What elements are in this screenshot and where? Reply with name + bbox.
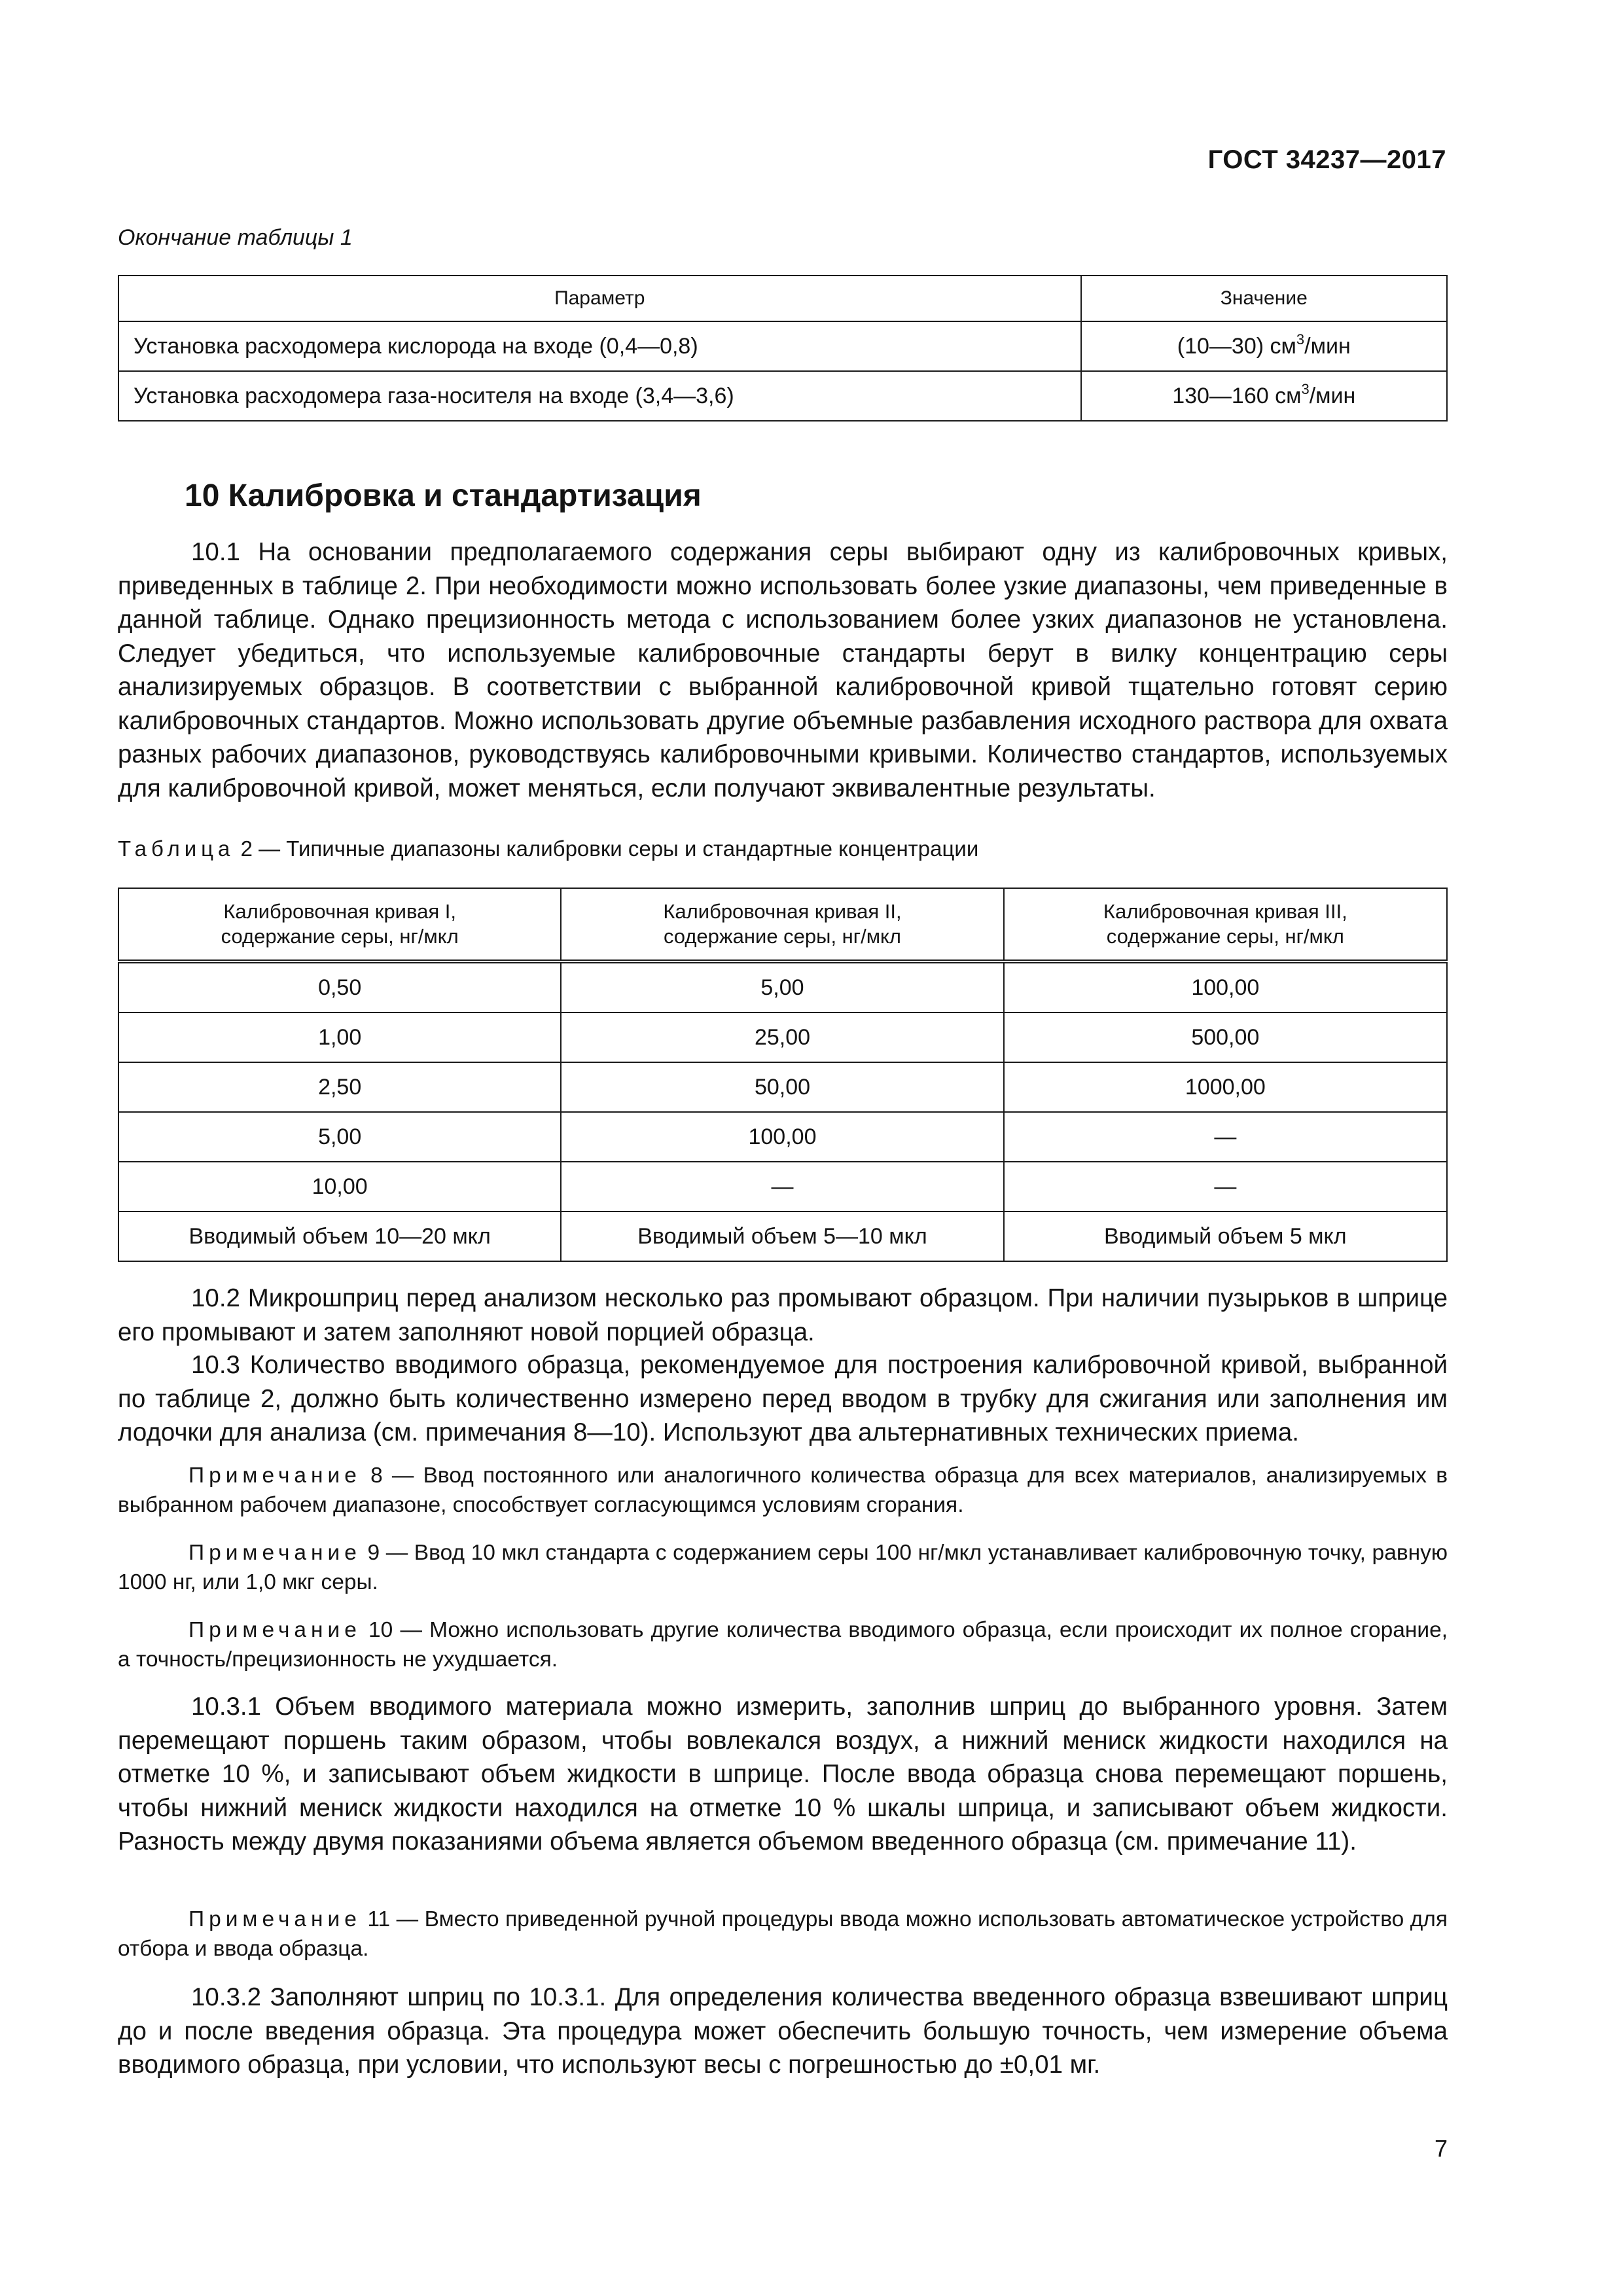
table-cell: Вводимый объем 10—20 мкл	[118, 1211, 561, 1261]
table-row	[118, 1211, 1447, 1261]
table-cell: 50,00	[561, 1062, 1003, 1112]
table-row	[118, 1013, 1447, 1062]
section-heading: 10 Калибровка и стандартизация	[185, 478, 702, 513]
table-1-header-cell: Значение	[1081, 276, 1448, 321]
note-11: Примечание 11 — Вместо приведенной ручной процедуры ввода можно использовать автоматическое устройство для отбора и ввода образца.	[118, 1907, 1448, 1961]
table-row	[118, 1112, 1447, 1162]
table-row	[118, 1162, 1447, 1211]
value-cell: (10—30) $см^3$/мин	[1081, 321, 1448, 371]
note-8: Примечание 8 — Ввод постоянного или аналогичного количества образца для всех материалов, анализируемых в выбранном рабочем диапазоне, способствует согласующимся условиям сгорания.	[118, 1463, 1448, 1517]
paragraph-10-1: 10.1 На основании предполагаемого содержания серы выбирают одну из калибровочных кривых, приведенных в таблице 2. При необходимости можно использовать более узкие диапазоны, чем приведенные в данной таблице. Однако прецизионность метода с использованием более узких диапазонов не установлена. Следует убедиться, что используемые калибровочные стандарты берут в вилку концентрацию серы анализируемых образцов. В соответствии с выбранной калибровочной кривой тщательно готовят серию калибровочных стандартов. Можно использовать другие объемные разбавления исходного раствора для охвата разных рабочих диапазонов, руководствуясь калибровочными кривыми. Количество стандартов, используемых для калибровочной кривой, может меняться, если получают эквивалентные результаты.	[118, 538, 1448, 802]
table-row	[118, 1062, 1447, 1112]
paragraph-10-2: 10.2 Микрошприц перед анализом несколько раз промывают образцом. При наличии пузырьков в шприце его промывают и затем заполняют новой порцией образца.	[118, 1284, 1448, 1346]
paragraph-10-3: 10.3 Количество вводимого образца, рекомендуемое для построения калибровочной кривой, выбранной по таблице 2, должно быть количественно измерено перед вводом в трубку для сжигания или заполнения им лодочки для анализа (см. примечания 8—10). Используют два альтернативных технических приема.	[118, 1351, 1448, 1446]
table-cell: 25,00	[561, 1013, 1003, 1062]
table-cell: 10,00	[118, 1162, 561, 1211]
table-2-header-row	[118, 888, 1447, 961]
table-cell: —	[1004, 1112, 1447, 1162]
table-cell: 100,00	[1004, 961, 1447, 1013]
table-cell: —	[561, 1162, 1003, 1211]
table-cell: Вводимый объем 5 мкл	[1004, 1211, 1447, 1261]
table-2-header-cell: Калибровочная кривая I, содержание серы, нг/мкл	[118, 888, 561, 961]
paragraph-10-3-1: 10.3.1 Объем вводимого материала можно измерить, заполнив шприц до выбранного уровня. Затем перемещают поршень таким образом, чтобы вовлекался воздух, а нижний мениск жидкости находился на отметке 10 %, и записывают объем жидкости в шприце. После ввода образца снова перемещают поршень, чтобы нижний мениск жидкости находился на отметке 10 % шкалы шприца, и записывают объем жидкости. Разность между двумя показаниями объема является объемом введенного образца (см. примечание 11).	[118, 1693, 1448, 1856]
table-row	[118, 961, 1447, 1013]
table-1-header-cell: Параметр	[118, 276, 1081, 321]
table-1-header-row	[118, 276, 1447, 321]
table-cell: 5,00	[118, 1112, 561, 1162]
standard-number: ГОСТ 34237—2017	[1207, 145, 1446, 174]
param-cell: Установка расходомера газа-носителя на входе (3,4—3,6)	[118, 371, 1081, 421]
table-row	[118, 321, 1447, 371]
table-cell: Вводимый объем 5—10 мкл	[561, 1211, 1003, 1261]
table-2	[118, 888, 1448, 1262]
page-number: 7	[1434, 2135, 1448, 2162]
table-cell: 500,00	[1004, 1013, 1447, 1062]
table-2-header-cell: Калибровочная кривая II, содержание серы, нг/мкл	[561, 888, 1003, 961]
table-cell: 0,50	[118, 961, 561, 1013]
table-cell: —	[1004, 1162, 1447, 1211]
param-cell: Установка расходомера кислорода на входе (0,4—0,8)	[118, 321, 1081, 371]
table-row	[118, 371, 1447, 421]
table-1	[118, 275, 1448, 422]
table1-continuation-label: Окончание таблицы 1	[118, 225, 353, 250]
table-2-header-cell: Калибровочная кривая III, содержание серы, нг/мкл	[1004, 888, 1447, 961]
paragraph-10-3-2: 10.3.2 Заполняют шприц по 10.3.1. Для определения количества введенного образца взвешивают шприц до и после введения образца. Эта процедура может обеспечить большую точность, чем измерение объема вводимого образца, при условии, что используют весы с погрешностью до ±0,01 мг.	[118, 1983, 1448, 2079]
table-cell: 2,50	[118, 1062, 561, 1112]
table-cell: 1,00	[118, 1013, 561, 1062]
table-cell: 1000,00	[1004, 1062, 1447, 1112]
note-9: Примечание 9 — Ввод 10 мкл стандарта с содержанием серы 100 нг/мкл устанавливает калибровочную точку, равную 1000 нг, или 1,0 мкг серы.	[118, 1541, 1448, 1594]
table-cell: 5,00	[561, 961, 1003, 1013]
value-cell: 130—160 $см^3$/мин	[1081, 371, 1448, 421]
note-10: Примечание 10 — Можно использовать другие количества вводимого образца, если происходит их полное сгорание, а точность/прецизионность не ухудшается.	[118, 1618, 1448, 1672]
table-cell: 100,00	[561, 1112, 1003, 1162]
table-2-caption: Таблица 2 — Типичные диапазоны калибровки серы и стандартные концентрации	[118, 836, 979, 861]
